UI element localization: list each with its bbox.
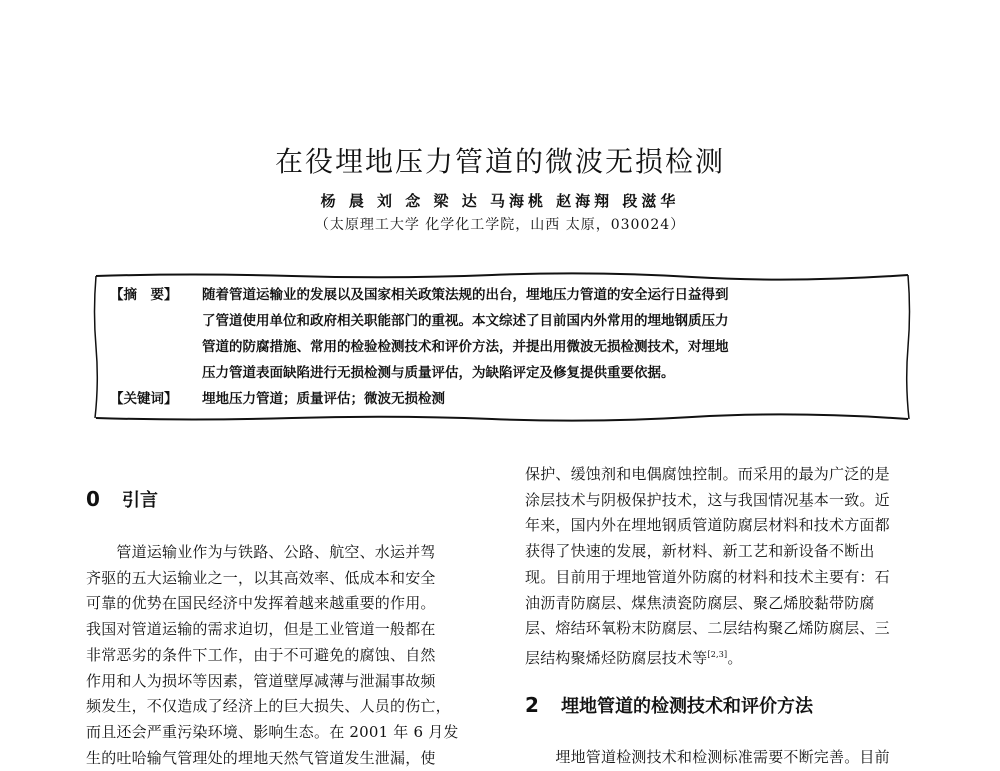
right-column-line xyxy=(525,642,743,672)
abstract-line: 压力管道表面缺陷进行无损检测与质量评估，为缺陷评定及修复提供重要依据。 xyxy=(202,365,675,381)
section-number: 2 xyxy=(525,693,539,717)
keywords-text: 埋地压力管道；质量评估；微波无损检测 xyxy=(202,391,445,407)
right-column-line: 涂层技术与阴极保护技术，这与我国情况基本一致。近 xyxy=(525,490,890,509)
left-column-line: 管道运输业作为与铁路、公路、航空、水运并驾 xyxy=(86,543,436,561)
sentence-end: 。 xyxy=(727,648,743,667)
right-column-line: 埋地管道检测技术和检测标准需要不断完善。目前 xyxy=(525,748,890,766)
section-title: 引言 xyxy=(122,490,158,511)
right-column-line: 层、熔结环氧粉末防腐层、二层结构聚乙烯防腐层、三 xyxy=(525,619,890,638)
affiliation: （太原理工大学 化学化工学院，山西 太原，030024） xyxy=(314,217,686,233)
author-list: 杨 晨 刘 念 梁 达 马海桃 赵海翔 段滋华 xyxy=(320,192,680,210)
right-column-line: 获得了快速的发展，新材料、新工艺和新设备不断出 xyxy=(525,542,875,561)
keywords-label: 【关键词】 xyxy=(110,391,178,407)
left-column-line: 齐驱的五大运输业之一，以其高效率、低成本和安全 xyxy=(86,568,436,587)
left-column-line: 而且还会严重污染环境、影响生态。在 2001 年 6 月发 xyxy=(86,722,459,741)
section-title: 埋地管道的检测技术和评价方法 xyxy=(561,696,813,717)
right-column-line: 年来，国内外在埋地钢质管道防腐层材料和技术方面都 xyxy=(525,516,890,535)
section-heading-2 xyxy=(525,692,813,718)
right-column-text: 层结构聚烯烃防腐层技术等 xyxy=(525,648,708,667)
left-column-line: 非常恶劣的条件下工作，由于不可避免的腐蚀、自然 xyxy=(86,645,436,664)
left-column-line: 频发生，不仅造成了经济上的巨大损失、人员的伤亡， xyxy=(86,697,451,716)
citation-ref: [2,3] xyxy=(707,649,728,659)
left-column-line: 生的吐哈输气管理处的埋地天然气管道发生泄漏，使 xyxy=(86,748,436,767)
section-number: 0 xyxy=(86,487,100,511)
abstract-box xyxy=(92,272,912,422)
left-column-line: 可靠的优势在国民经济中发挥着越来越重要的作用。 xyxy=(86,594,436,613)
section-heading-0 xyxy=(86,486,158,512)
right-column-line: 油沥青防腐层、煤焦渍瓷防腐层、聚乙烯胶黏带防腐 xyxy=(525,593,875,612)
abstract-line: 管道的防腐措施、常用的检验检测技术和评价方法，并提出用微波无损检测技术，对埋地 xyxy=(202,339,729,355)
paper-title: 在役埋地压力管道的微波无损检测 xyxy=(274,145,725,178)
right-column-line: 保护、缓蚀剂和电偶腐蚀控制。而采用的最为广泛的是 xyxy=(525,465,890,483)
abstract-line: 了管道使用单位和政府相关职能部门的重视。本文综述了目前国内外常用的埋地钢质压力 xyxy=(202,313,729,329)
abstract-label: 【摘 要】 xyxy=(110,287,178,303)
abstract-line: 随着管道运输业的发展以及国家相关政策法规的出台，埋地压力管道的安全运行日益得到 xyxy=(202,287,729,303)
left-column-line: 作用和人为损坏等因素，管道壁厚减薄与泄漏事故频 xyxy=(86,671,436,690)
right-column-line: 现。目前用于埋地管道外防腐的材料和技术主要有：石 xyxy=(525,567,890,586)
left-column-line: 我国对管道运输的需求迫切，但是工业管道一般都在 xyxy=(86,620,436,639)
